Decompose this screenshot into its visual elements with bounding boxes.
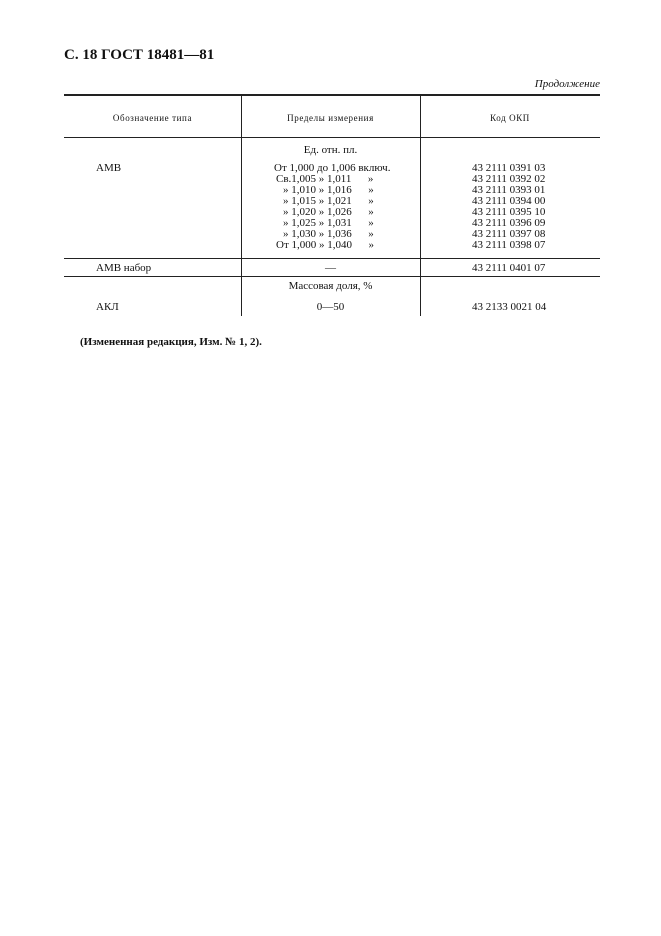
row-divider <box>64 276 600 277</box>
range-cell: — <box>325 262 336 274</box>
amendment-note: (Измененная редакция, Изм. № 1, 2). <box>80 336 262 348</box>
type-cell: АКЛ <box>96 301 119 313</box>
type-cell: АМВ <box>96 162 122 174</box>
code-cell: 43 2111 0396 09 <box>472 217 546 229</box>
header-bottom-rule <box>64 137 600 138</box>
range-cell: » 1,030 » 1,036 » <box>283 228 374 240</box>
range-cell: 0—50 <box>316 301 345 313</box>
code-cell: 43 2111 0394 00 <box>472 195 546 207</box>
code-cell: 43 2111 0401 07 <box>472 262 546 274</box>
range-cell: От 1,000 до 1,006 включ. <box>274 162 391 174</box>
column-divider <box>420 94 421 316</box>
column-header-code: Код ОКП <box>490 113 530 123</box>
code-cell: 43 2111 0391 03 <box>472 162 546 174</box>
column-header-range: Пределы измерения <box>287 113 374 123</box>
code-cell: 43 2111 0397 08 <box>472 228 546 240</box>
code-cell: 43 2111 0392 02 <box>472 173 546 185</box>
row-divider <box>64 258 600 259</box>
range-cell: » 1,025 » 1,031 » <box>283 217 374 229</box>
range-cell: От 1,000 » 1,040 » <box>276 239 375 251</box>
code-cell: 43 2111 0398 07 <box>472 239 546 251</box>
code-cell: 43 2133 0021 04 <box>472 301 547 313</box>
type-cell: АМВ набор <box>96 262 152 274</box>
range-cell: » 1,010 » 1,016 » <box>283 184 374 196</box>
page-header: С. 18 ГОСТ 18481—81 <box>64 47 215 63</box>
range-cell: » 1,020 » 1,026 » <box>283 206 374 218</box>
range-cell: Св.1,005 » 1,011 » <box>276 173 374 185</box>
column-header-type: Обозначение типа <box>112 113 193 123</box>
range-cell: » 1,015 » 1,021 » <box>283 195 374 207</box>
unit-label: Массовая доля, % <box>288 280 373 292</box>
table-top-rule <box>64 94 600 96</box>
code-cell: 43 2111 0395 10 <box>472 206 546 218</box>
code-cell: 43 2111 0393 01 <box>472 184 546 196</box>
continuation-label: Продолжение <box>534 78 600 90</box>
unit-label: Ед. отн. пл. <box>303 144 358 156</box>
